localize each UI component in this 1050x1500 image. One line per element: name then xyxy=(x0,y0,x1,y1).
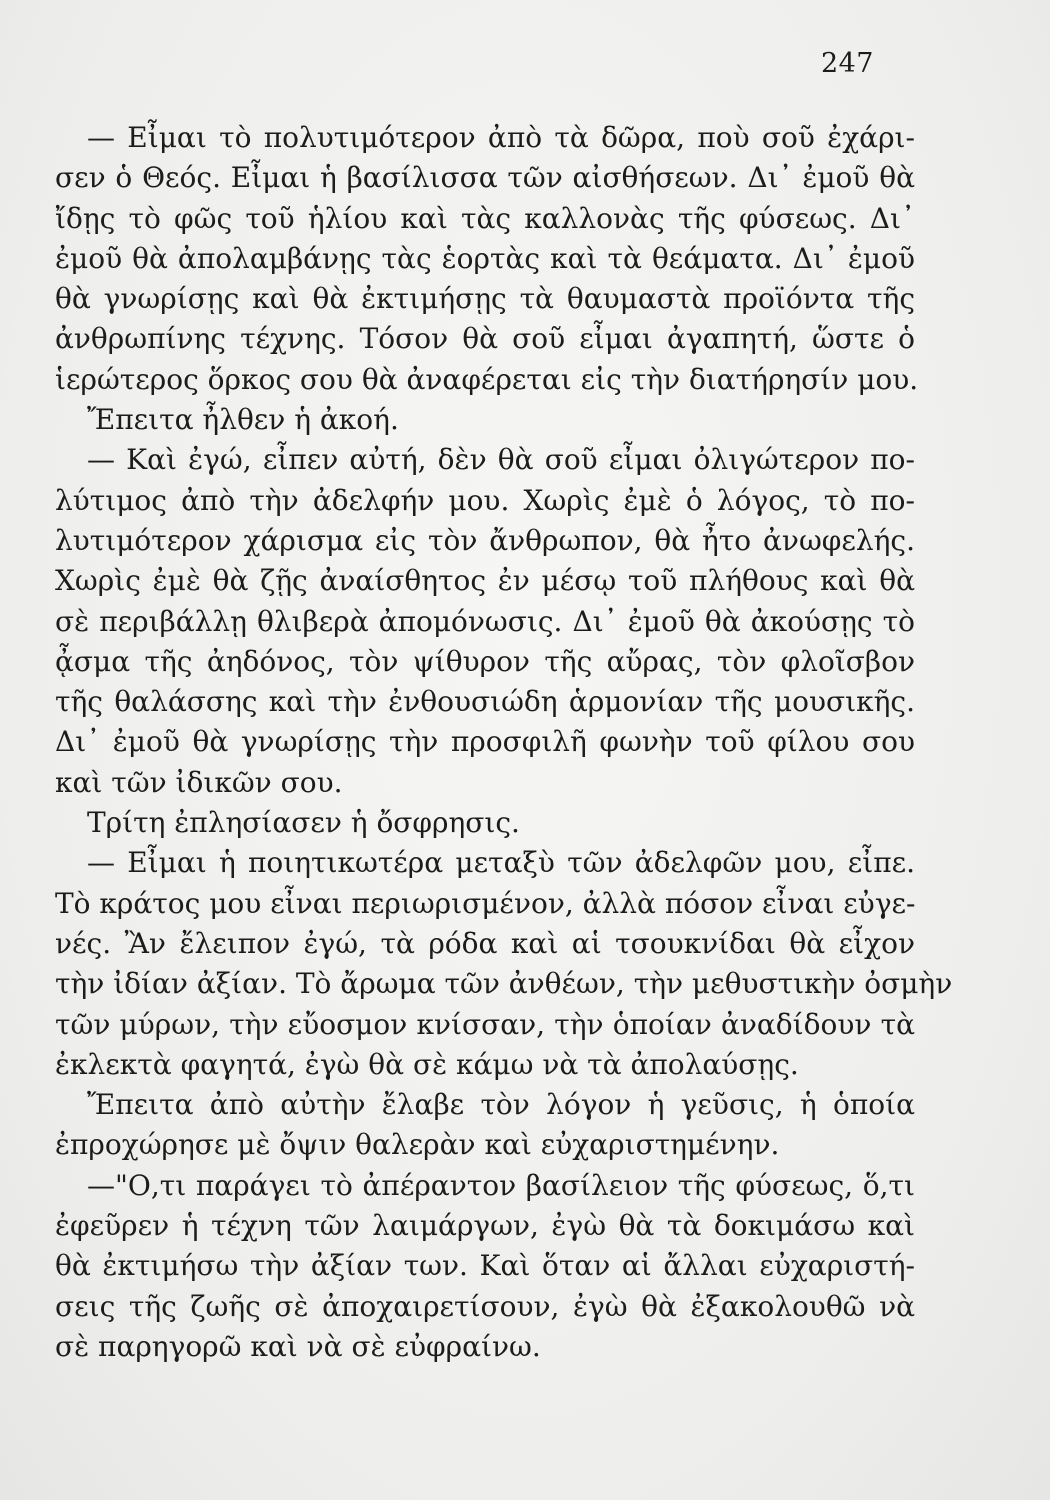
text-line: σεις τῆς ζωῆς σὲ ἀποχαιρετίσουν, ἐγὼ θὰ ἐξακολουθῶ νὰ xyxy=(55,1289,915,1323)
text-line: ἴδῃς τὸ φῶς τοῦ ἡλίου καὶ τὰς καλλονὰς τῆς φύσεως. Δι᾽ xyxy=(55,201,915,235)
text-line: θὰ ἐκτιμήσω τὴν ἀξίαν των. Καὶ ὅταν αἱ ἄλλαι εὐχαριστή- xyxy=(55,1249,915,1283)
text-line: —"Ο,τι παράγει τὸ ἀπέραντον βασίλειον τῆς φύσεως, ὅ,τι xyxy=(87,1168,915,1202)
text-line: σὲ περιβάλλῃ θλιβερὰ ἀπομόνωσις. Δι᾽ ἐμοῦ θὰ ἀκούσῃς τὸ xyxy=(55,604,915,638)
text-line: Τὸ κράτος μου εἶναι περιωρισμένον, ἀλλὰ πόσον εἶναι εὐγε- xyxy=(55,886,916,920)
text-line: τῶν μύρων, τὴν εὔοσμον κνίσσαν, τὴν ὁποίαν ἀναδίδουν τὰ xyxy=(55,1007,915,1041)
text-line: ᾆσμα τῆς ἀηδόνος, τὸν ψίθυρον τῆς αὔρας, τὸν φλοῖσβον xyxy=(55,644,915,678)
text-line: σὲ παρηγορῶ καὶ νὰ σὲ εὐφραίνω. xyxy=(55,1329,541,1363)
text-line: Ἔπειτα ἀπὸ αὐτὴν ἔλαβε τὸν λόγον ἡ γεῦσις, ἡ ὁποία xyxy=(87,1088,915,1122)
text-line: λύτιμος ἀπὸ τὴν ἀδελφήν μου. Χωρὶς ἐμὲ ὁ λόγος, τὸ πο- xyxy=(55,483,915,517)
text-line: ἐκλεκτὰ φαγητά, ἐγὼ θὰ σὲ κάμω νὰ τὰ ἀπολαύσῃς. xyxy=(55,1047,799,1081)
text-line: τῆς θαλάσσης καὶ τὴν ἐνθουσιώδη ἁρμονίαν τῆς μουσικῆς. xyxy=(55,685,915,719)
text-line: — Καὶ ἐγώ, εἶπεν αὐτή, δὲν θὰ σοῦ εἶμαι ὀλιγώτερον πο- xyxy=(87,443,915,477)
text-line: ἐφεῦρεν ἡ τέχνη τῶν λαιμάργων, ἐγὼ θὰ τὰ δοκιμάσω καὶ xyxy=(55,1209,915,1243)
text-line: ἐπροχώρησε μὲ ὄψιν θαλερὰν καὶ εὐχαριστημένην. xyxy=(55,1128,780,1162)
text-line: ἱερώτερος ὅρκος σου θὰ ἀναφέρεται εἰς τὴν διατήρησίν μου. xyxy=(55,362,919,396)
text-line: — Εἶμαι τὸ πολυτιμότερον ἀπὸ τὰ δῶρα, ποὺ σοῦ ἐχάρι- xyxy=(87,121,915,154)
text-line: νές. Ἂν ἔλειπον ἐγώ, τὰ ρόδα καὶ αἱ τσουκνίδαι θὰ εἶχον xyxy=(55,926,915,960)
text-line: σεν ὁ Θεός. Εἶμαι ἡ βασίλισσα τῶν αἰσθήσεων. Δι᾽ ἐμοῦ θὰ xyxy=(55,161,915,195)
page-number: 247 xyxy=(820,48,874,79)
text-line: τὴν ἰδίαν ἀξίαν. Τὸ ἄρωμα τῶν ἀνθέων, τὴν μεθυστικὴν ὀσμὴν xyxy=(55,967,953,1001)
body-text xyxy=(55,118,953,1367)
text-line: καὶ τῶν ἰδικῶν σου. xyxy=(55,765,343,799)
text-line: Δι᾽ ἐμοῦ θὰ γνωρίσῃς τὴν προσφιλῆ φωνὴν τοῦ φίλου σου xyxy=(55,725,915,759)
text-line: Χωρὶς ἐμὲ θὰ ζῇς ἀναίσθητος ἐν μέσῳ τοῦ πλήθους καὶ θὰ xyxy=(55,564,915,598)
text-line: Τρίτη ἐπλησίασεν ἡ ὄσφρησις. xyxy=(87,806,520,840)
text-line: θὰ γνωρίσῃς καὶ θὰ ἐκτιμήσῃς τὰ θαυμαστὰ προϊόντα τῆς xyxy=(55,282,915,316)
text-line: — Εἶμαι ἡ ποιητικωτέρα μεταξὺ τῶν ἀδελφῶν μου, εἶπε. xyxy=(87,846,915,880)
text-line: Ἔπειτα ἦλθεν ἡ ἀκοή. xyxy=(87,403,399,437)
text-line: λυτιμότερον χάρισμα εἰς τὸν ἄνθρωπον, θὰ ἦτο ἀνωφελής. xyxy=(55,523,915,557)
text-line: ἀνθρωπίνης τέχνης. Τόσον θὰ σοῦ εἶμαι ἀγαπητή, ὥστε ὁ xyxy=(55,322,915,356)
text-line: ἐμοῦ θὰ ἀπολαμβάνῃς τὰς ἑορτὰς καὶ τὰ θεάματα. Δι᾽ ἐμοῦ xyxy=(55,241,915,275)
